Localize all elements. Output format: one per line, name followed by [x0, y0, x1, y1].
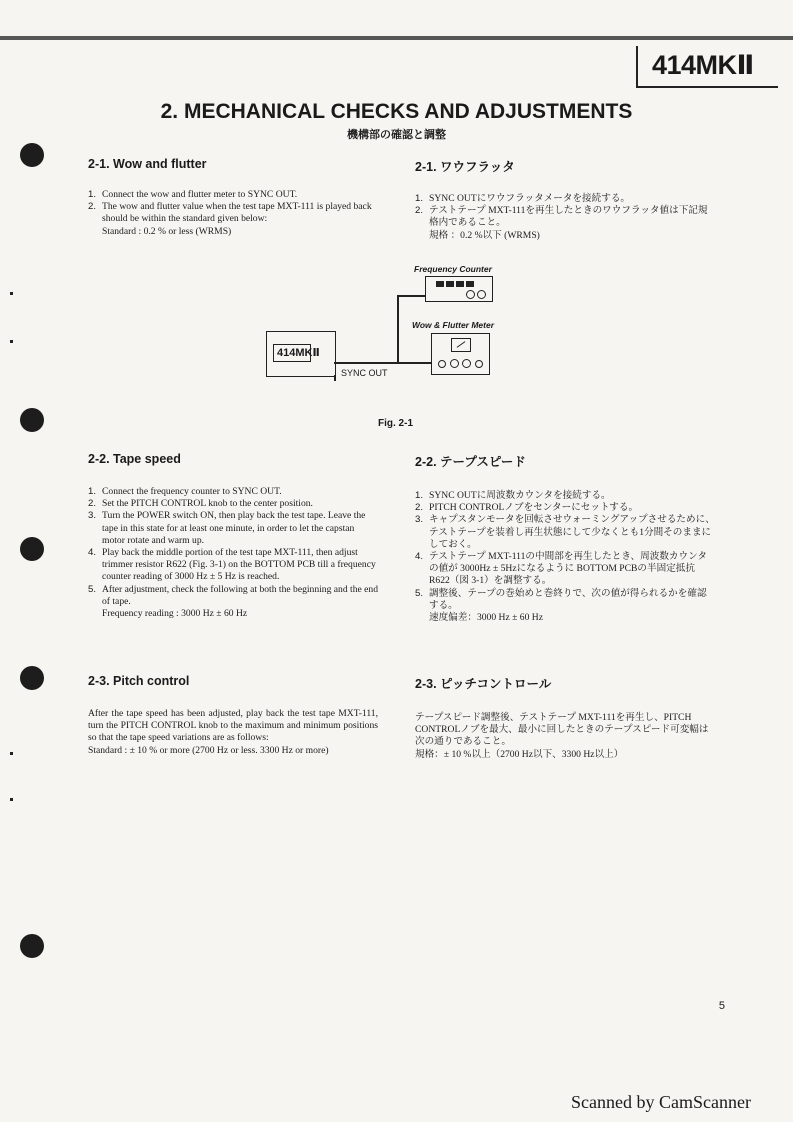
list-item: 3. キャプスタンモータを回転させウォーミングアップさせるために、テストテープを装着し再生状態にして少なくとも1分間そのままにしておく。 — [415, 514, 715, 550]
binder-hole — [20, 537, 44, 561]
pitch-text-jp: テープスピード調整後、テストテープ MXT-111を再生し、PITCH CONTROLノブを最大、最小に回したときのテープスピード可変幅は次の通りであること。 — [415, 712, 709, 748]
list-item: 1. Connect the wow and flutter meter to SYNC OUT. — [88, 189, 298, 200]
list-item: 2. PITCH CONTROLノブをセンターにセットする。 — [415, 502, 639, 514]
binder-hole — [20, 934, 44, 958]
list-item: 1. Connect the frequency counter to SYNC OUT. — [88, 486, 282, 497]
binder-hole — [20, 666, 44, 690]
unit-label: 414MKⅡ — [277, 347, 320, 359]
section-heading: 2-2. Tape speed — [88, 452, 181, 466]
connection-line — [334, 362, 398, 364]
list-item: 4. Play back the middle portion of the test tape MXT-111, then adjust trimmer resistor R622 (Fig. 3-1) on the BOTTOM PCB till a frequency counter reading of 3000 Hz ± 5 Hz is reached. — [88, 547, 376, 583]
section-heading: 2-1. ワウフラッタ — [415, 160, 515, 174]
list-item: 1. SYNC OUTにワウフラッタメータを接続する。 — [415, 193, 631, 204]
connection-line — [397, 295, 399, 363]
pitch-text-en: After the tape speed has been adjusted, play back the test tape MXT-111, turn the PITCH CONTROL knob to the maximum and minimum positions so that the tape speed variations are as follows: — [88, 708, 378, 744]
frequency-counter-label: Frequency Counter — [414, 264, 492, 274]
section-heading: 2-3. ピッチコントロール — [415, 677, 552, 691]
wow-standard-en: Standard : 0.2 % or less (WRMS) — [102, 225, 232, 237]
figure-caption: Fig. 2-1 — [378, 418, 414, 429]
scanner-watermark: Scanned by CamScanner — [571, 1092, 751, 1112]
speed-steps-en — [88, 486, 378, 608]
section-pitch-jp — [415, 674, 715, 761]
page-title: 2. MECHANICAL CHECKS AND ADJUSTMENTS — [160, 100, 633, 123]
pitch-standard-en: Standard : ± 10 % or more (2700 Hz or less. 3300 Hz or more) — [88, 744, 329, 756]
knob-icon — [438, 360, 446, 368]
display-segment — [446, 281, 454, 287]
scan-speck — [10, 752, 13, 755]
wow-flutter-meter-box — [431, 333, 490, 375]
list-item: 2. The wow and flutter value when the test tape MXT-111 is played back should be within the standard given below: — [88, 201, 372, 225]
display-segment — [456, 281, 464, 287]
list-item: 2. テストテープ MXT-111を再生したときのワウフラッタ値は下記規格内であること。 — [415, 205, 708, 229]
section-heading: 2-3. Pitch control — [88, 674, 190, 688]
knob-icon — [450, 359, 459, 368]
connection-line — [334, 375, 336, 381]
list-item: 5. 調整後、テープの巻始めと巻終りで、次の値が得られるかを確認する。 — [415, 587, 707, 611]
scan-speck — [10, 798, 13, 801]
list-item: 3. Turn the POWER switch ON, then play back the test tape. Leave the tape in this state for at least one minute, in order to let the capstan motor rotate and warm up. — [88, 510, 366, 546]
section-heading: 2-1. Wow and flutter — [88, 157, 207, 171]
sync-out-label: SYNC OUT — [341, 368, 388, 378]
model-label: 414MKⅡ — [652, 50, 754, 80]
speed-reading-jp: 速度偏差：3000 Hz ± 60 Hz — [429, 612, 543, 624]
knob-icon — [477, 290, 486, 299]
section-heading: 2-2. テープスピード — [415, 455, 526, 469]
speed-reading-en: Frequency reading : 3000 Hz ± 60 Hz — [102, 608, 248, 620]
connection-diagram — [0, 0, 793, 430]
wow-standard-jp: 規格 ：0.2 %以下 (WRMS) — [429, 229, 540, 241]
page-number: 5 — [718, 1000, 725, 1012]
section-pitch-en — [88, 674, 378, 757]
connection-line — [397, 362, 432, 364]
section-speed-en — [88, 452, 378, 620]
knob-icon — [462, 359, 471, 368]
speed-steps-jp — [415, 490, 715, 612]
frequency-counter-box — [425, 276, 493, 302]
connection-line — [397, 295, 426, 297]
display-segment — [436, 281, 444, 287]
knob-icon — [475, 360, 483, 368]
page-subtitle-jp: 機構部の確認と調整 — [347, 129, 446, 141]
wow-flutter-meter-label: Wow & Flutter Meter — [412, 320, 495, 330]
section-speed-jp — [415, 452, 715, 624]
unit-box — [266, 331, 336, 377]
knob-icon — [466, 290, 475, 299]
list-item: 4. テストテープ MXT-111の中間部を再生したとき、周波数カウンタの値が 3000Hz ± 5Hzになるように BOTTOM PCBの半固定抵抗 R622（図 3-1）を調整する。 — [415, 551, 707, 587]
meter-dial-icon — [451, 338, 471, 352]
list-item: 5. After adjustment, check the following at both the beginning and the end of tape. — [88, 583, 379, 607]
list-item: 1. SYNC OUTに周波数カウンタを接続する。 — [415, 490, 611, 501]
list-item: 2. Set the PITCH CONTROL knob to the center position. — [88, 498, 313, 510]
display-segment — [466, 281, 474, 287]
pitch-standard-jp: 規格：± 10 %以上（2700 Hz以下、3300 Hz以上） — [415, 748, 624, 760]
